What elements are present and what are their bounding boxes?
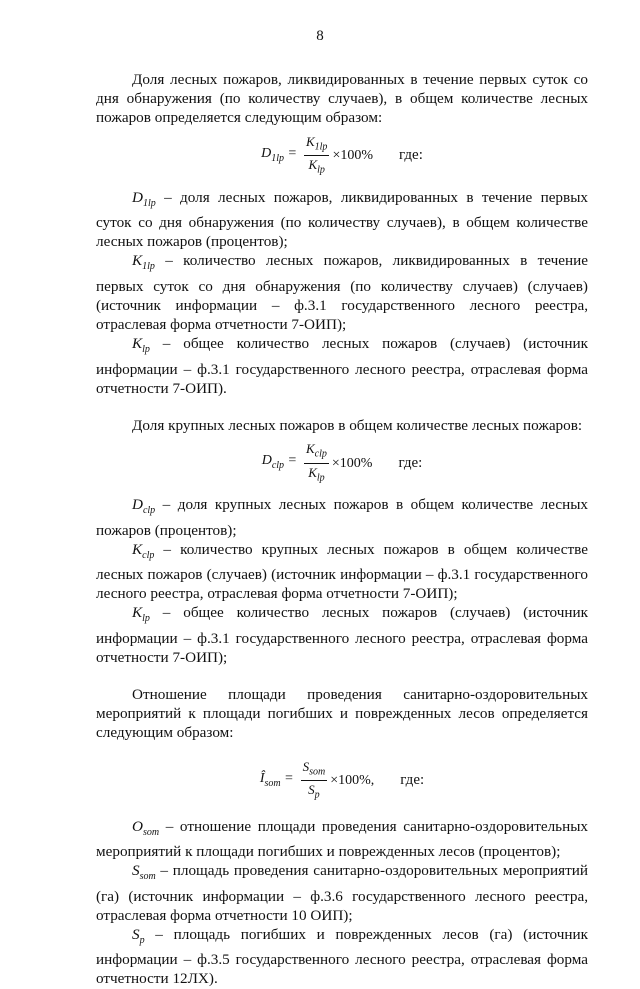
term-definition: $K_{lp}$ – общее количество лесных пожаров (случаев) (источник информации – ф.3.1 государственного лесного реестра, отраслевая форма отчетности 7-ОИП). [96,335,588,397]
formula-denominator: $K_{lp}$ [308,464,325,484]
formula-lhs: $Î_{som}$ = [259,770,294,789]
term-definition: $D_{clp}$ – доля крупных лесных пожаров в общем количестве лесных пожаров (процентов); [96,496,588,539]
page-number: 8 [316,28,324,44]
formula-where: где: [398,454,423,471]
formula-dclp [96,441,588,485]
formula-numerator: $K_{clp}$ [304,441,329,464]
term-definition: $K_{lp}$ – общее количество лесных пожаров (случаев) (источник информации – ф.3.1 государственного лесного реестра, отраслевая форма отчетности 7-ОИП); [96,604,588,666]
term-definition: $S_p$ – площадь погибших и поврежденных лесов (га) (источник информации – ф.3.5 государственного лесного реестра, отраслевая форма отчетности 12ЛХ). [96,925,588,988]
term-definition: $D_{1lp}$ – доля лесных пожаров, ликвидированных в течение первых суток со дня обнаружения (по количеству случаев), в общем количестве лесных пожаров (процентов); [96,188,588,251]
formula-denominator: $K_{lp}$ [308,157,325,176]
section-gap [96,398,588,416]
paragraph-intro-3: Отношение площади проведения санитарно-оздоровительных мероприятий к площади погибших и поврежденных лесов определяется следующим образом: [96,686,588,742]
formula-multiplier: ×100%, [330,773,375,789]
formula-lhs: $D_{clp}$ = [261,453,297,472]
formula-where: где: [399,147,423,164]
formula-denominator: $S_p$ [308,782,320,801]
section-gap [96,667,588,685]
formula-numerator: $S_{som}$ [301,759,328,782]
formula-lhs: $D_{1lp}$ = [261,145,297,164]
formula-d1lp [96,134,588,178]
term-definition: $K_{1lp}$ – количество лесных пожаров, ликвидированных в течение первых суток со дня обнаружения (по количеству случаев) (случаев) (источник информации – ф.3.1 государственного лесного реестра, отраслевая форма отчетности 7-ОИП); [96,252,588,334]
formula-fraction [304,134,329,178]
formula-fraction [304,441,329,485]
formula-where: где: [400,772,425,789]
term-definition: $S_{som}$ – площадь проведения санитарно-оздоровительных мероприятий (га) (источник информации – ф.3.6 государственного лесного реестра, отраслевая форма отчетности 10 ОИП); [96,862,588,924]
formula-multiplier: ×100% [332,148,373,164]
formula-fraction [301,759,328,803]
document-body [96,70,588,989]
term-definition: $O_{som}$ – отношение площади проведения санитарно-оздоровительных мероприятий к площади погибших и поврежденных лесов (процентов); [96,817,588,861]
formula-osom [96,759,588,803]
formula-numerator: $K_{1lp}$ [304,134,329,157]
term-definition: $K_{clp}$ – количество крупных лесных пожаров в общем количестве лесных пожаров (случаев) (источник информации – ф.3.1 государственного лесного реестра, отраслевая форма отчетности 7-ОИП); [96,540,588,603]
paragraph-intro-2: Доля крупных лесных пожаров в общем количестве лесных пожаров: [132,416,583,434]
paragraph-intro-1: Доля лесных пожаров, ликвидированных в течение первых суток со дня обнаружения (по количеству случаев), в общем количестве лесных пожаров определяется следующим образом: [96,71,588,127]
formula-multiplier: ×100% [331,455,373,471]
